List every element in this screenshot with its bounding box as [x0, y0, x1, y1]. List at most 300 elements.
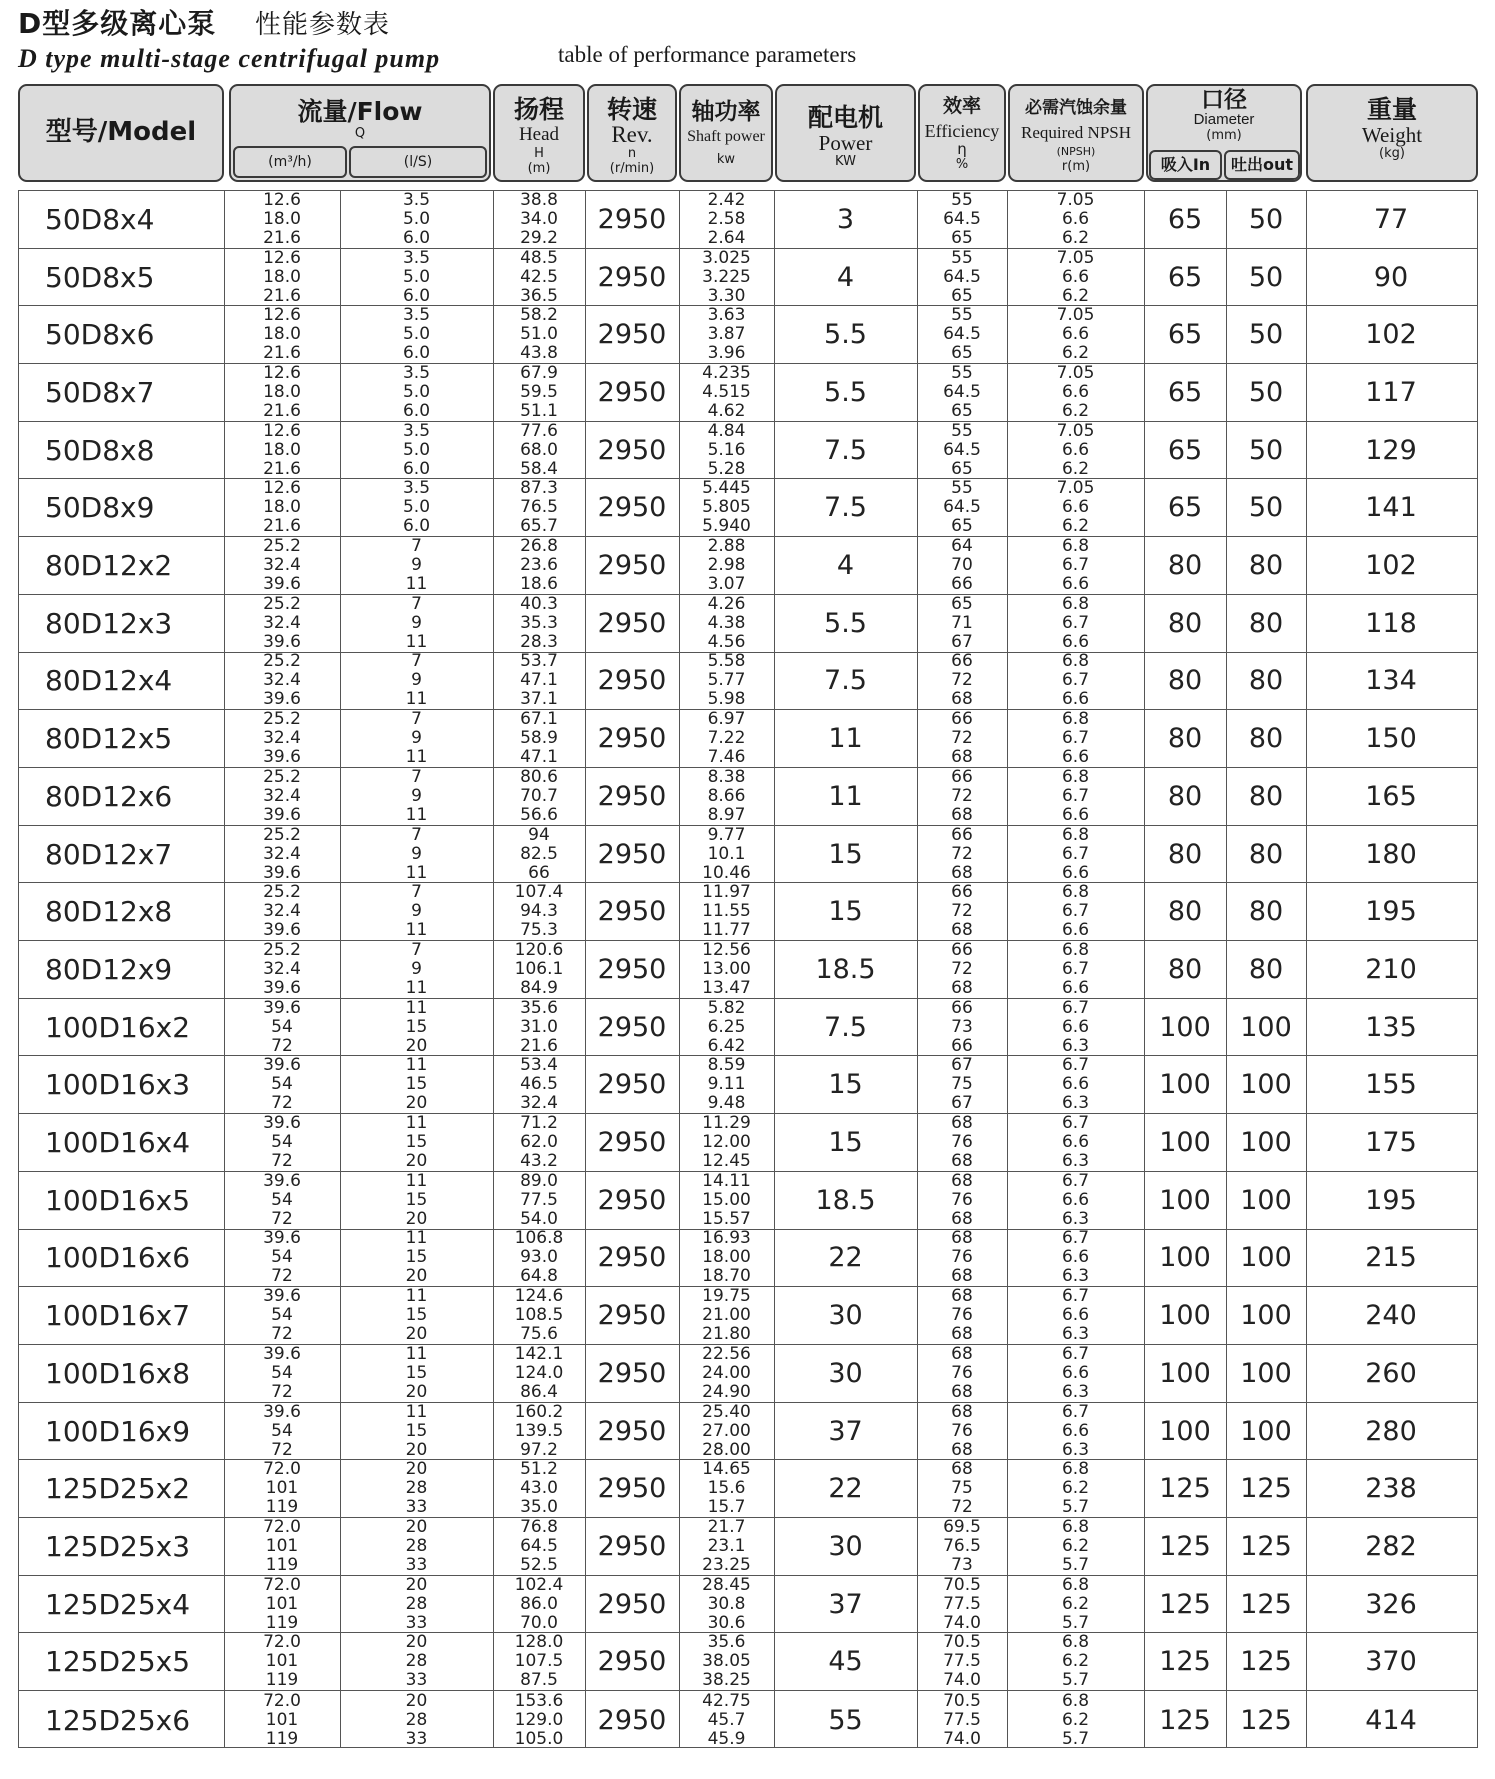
cell-motor-power: 22: [828, 1242, 863, 1274]
cell-value: 6.2: [1061, 516, 1090, 537]
cell-flow-ls: [340, 883, 493, 940]
cell-value: 76: [951, 1420, 973, 1441]
cell-value: 45.9: [707, 1728, 746, 1749]
cell-model: 80D12x6: [45, 779, 173, 813]
cell-efficiency: [917, 883, 1007, 940]
cell-npsh: [1007, 1230, 1144, 1287]
cell-rev: 2950: [597, 1184, 667, 1216]
cell-value: 76.8: [520, 1516, 558, 1537]
cell-value: 6.7: [1061, 901, 1090, 922]
cell-value: 39.6: [263, 1170, 301, 1191]
cell-efficiency: [917, 999, 1007, 1056]
table-row: [19, 768, 1477, 826]
cell-value: 101: [265, 1593, 299, 1614]
cell-shaft-power: [679, 1287, 774, 1344]
cell-value: 25.2: [263, 709, 301, 730]
table-row: [19, 883, 1477, 941]
cell-value: 15.6: [707, 1478, 746, 1499]
cell-value: 43.2: [520, 1151, 558, 1172]
cell-value: 7.05: [1056, 478, 1095, 499]
cell-value: 13.47: [702, 977, 751, 998]
cell-diameter-out: 125: [1240, 1530, 1292, 1562]
cell-value: 65: [951, 285, 973, 306]
cell-value: 51.0: [520, 324, 558, 345]
cell-value: 5.28: [707, 458, 746, 479]
cell-diameter-out: 80: [1248, 896, 1284, 928]
cell-value: 6.6: [1061, 1016, 1090, 1037]
cell-flow-ls: [340, 249, 493, 306]
cell-value: 5.7: [1061, 1728, 1090, 1749]
cell-value: 72.0: [263, 1516, 301, 1537]
cell-value: 70.0: [520, 1612, 558, 1633]
cell-value: 11: [405, 804, 428, 825]
cell-value: 65.7: [520, 516, 558, 537]
cell-value: 12.6: [263, 247, 301, 268]
cell-value: 11: [405, 689, 428, 710]
cell-motor-power: 7.5: [824, 1011, 867, 1043]
cell-value: 31.0: [520, 1016, 558, 1037]
cell-value: 24.00: [702, 1362, 751, 1383]
cell-value: 6.7: [1061, 1343, 1090, 1364]
cell-value: 74.0: [943, 1728, 981, 1749]
cell-value: 21.00: [702, 1305, 751, 1326]
cell-rev: 2950: [597, 1704, 667, 1736]
cell-value: 54: [271, 1420, 293, 1441]
cell-value: 6.7: [1061, 1286, 1090, 1307]
cell-value: 22.56: [702, 1343, 751, 1364]
cell-value: 106.1: [514, 958, 564, 979]
table-row: [19, 1114, 1477, 1172]
cell-value: 21.6: [263, 227, 301, 248]
cell-value: 6.2: [1061, 227, 1090, 248]
table-row: [19, 537, 1477, 595]
cell-flow-m3h: [224, 1634, 340, 1691]
cell-efficiency: [917, 1057, 1007, 1114]
cell-flow-m3h: [224, 1403, 340, 1460]
cell-value: 35.6: [520, 997, 558, 1018]
cell-diameter-in: 65: [1167, 319, 1203, 351]
cell-npsh: [1007, 999, 1144, 1056]
cell-value: 67: [951, 1093, 973, 1114]
cell-value: 74.0: [943, 1670, 981, 1691]
cell-value: 33: [405, 1497, 428, 1518]
cell-head: [493, 1518, 585, 1575]
cell-model: 100D16x3: [45, 1068, 191, 1102]
cell-value: 30.6: [707, 1612, 746, 1633]
cell-value: 6.2: [1061, 400, 1090, 421]
cell-value: 4.515: [702, 381, 751, 402]
cell-diameter-out: 80: [1248, 723, 1284, 755]
cell-value: 6.6: [1061, 497, 1090, 518]
cell-value: 72: [951, 1497, 973, 1518]
cell-flow-ls: [340, 1634, 493, 1691]
cell-value: 15: [405, 1132, 428, 1153]
cell-value: 12.6: [263, 478, 301, 499]
table-row: [19, 710, 1477, 768]
cell-value: 32.4: [263, 728, 301, 749]
table-row: [19, 191, 1477, 249]
cell-value: 70.5: [943, 1574, 981, 1595]
cell-value: 32.4: [263, 785, 301, 806]
cell-value: 64.8: [520, 1266, 558, 1287]
cell-value: 28: [405, 1478, 428, 1499]
cell-value: 6.6: [1061, 439, 1090, 460]
cell-value: 68: [951, 1324, 973, 1345]
cell-value: 6.6: [1061, 1189, 1090, 1210]
cell-flow-ls: [340, 1287, 493, 1344]
cell-value: 6.2: [1061, 458, 1090, 479]
title-cn-main: D型多级离心泵: [18, 7, 217, 40]
cell-flow-m3h: [224, 1114, 340, 1171]
cell-value: 54.0: [520, 1208, 558, 1229]
cell-value: 5.805: [702, 497, 751, 518]
cell-value: 67: [951, 1055, 973, 1076]
cell-value: 39.6: [263, 1286, 301, 1307]
cell-value: 18.6: [520, 574, 558, 595]
cell-value: 64.5: [943, 497, 981, 518]
cell-value: 2.64: [707, 227, 746, 248]
cell-value: 119: [265, 1497, 299, 1518]
cell-shaft-power: [679, 883, 774, 940]
cell-efficiency: [917, 1518, 1007, 1575]
cell-npsh: [1007, 1172, 1144, 1229]
cell-flow-ls: [340, 537, 493, 594]
cell-motor-power: 15: [828, 1069, 863, 1101]
cell-flow-ls: [340, 1691, 493, 1749]
cell-value: 119: [265, 1612, 299, 1633]
cell-rev: 2950: [597, 1357, 667, 1389]
cell-value: 33: [405, 1728, 428, 1749]
cell-value: 7: [411, 536, 422, 557]
cell-motor-power: 30: [828, 1300, 863, 1332]
cell-value: 35.0: [520, 1497, 558, 1518]
cell-value: 6.6: [1061, 862, 1090, 883]
cell-value: 72: [271, 1439, 293, 1460]
cell-value: 32.4: [263, 958, 301, 979]
cell-head: [493, 191, 585, 248]
cell-value: 21.6: [263, 285, 301, 306]
cell-value: 5.7: [1061, 1554, 1090, 1575]
cell-value: 9: [411, 843, 422, 864]
cell-value: 11: [405, 747, 428, 768]
title-cn-sub: 性能参数表: [255, 10, 391, 40]
cell-value: 120.6: [514, 939, 564, 960]
cell-weight: 118: [1365, 607, 1417, 639]
cell-motor-power: 37: [828, 1415, 863, 1447]
cell-value: 70.5: [943, 1632, 981, 1653]
cell-value: 11: [405, 862, 428, 883]
cell-value: 38.8: [520, 189, 558, 210]
cell-rev: 2950: [597, 780, 667, 812]
cell-diameter-out: 100: [1240, 1300, 1292, 1332]
cell-value: 3.225: [702, 266, 751, 287]
cell-value: 153.6: [514, 1690, 564, 1711]
cell-weight: 135: [1365, 1011, 1417, 1043]
cell-shaft-power: [679, 1576, 774, 1633]
cell-value: 77.5: [520, 1189, 558, 1210]
cell-npsh: [1007, 422, 1144, 479]
cell-model: 100D16x7: [45, 1299, 191, 1333]
cell-value: 33: [405, 1612, 428, 1633]
cell-diameter-in: 125: [1159, 1588, 1211, 1620]
table-row: [19, 249, 1477, 307]
cell-rev: 2950: [597, 1415, 667, 1447]
cell-motor-power: 15: [828, 896, 863, 928]
cell-efficiency: [917, 191, 1007, 248]
cell-value: 53.7: [520, 651, 558, 672]
cell-value: 39.6: [263, 1228, 301, 1249]
cell-diameter-out: 50: [1248, 434, 1284, 466]
table-row: [19, 480, 1477, 538]
cell-value: 18.70: [702, 1266, 751, 1287]
cell-value: 2.58: [707, 208, 746, 229]
cell-weight: 155: [1365, 1069, 1417, 1101]
cell-value: 12.56: [702, 939, 751, 960]
table-row: [19, 1691, 1477, 1749]
cell-value: 54: [271, 1132, 293, 1153]
cell-diameter-in: 100: [1159, 1184, 1211, 1216]
cell-value: 102.4: [514, 1574, 564, 1595]
cell-value: 6.8: [1061, 939, 1090, 960]
cell-value: 6.3: [1061, 1266, 1090, 1287]
cell-flow-ls: [340, 595, 493, 652]
cell-value: 6.6: [1061, 747, 1090, 768]
cell-value: 39.6: [263, 689, 301, 710]
cell-value: 58.4: [520, 458, 558, 479]
cell-value: 52.5: [520, 1554, 558, 1575]
cell-value: 11: [405, 574, 428, 595]
cell-value: 62.0: [520, 1132, 558, 1153]
cell-rev: 2950: [597, 550, 667, 582]
cell-shaft-power: [679, 710, 774, 767]
cell-value: 3.5: [402, 305, 431, 326]
cell-value: 6.3: [1061, 1035, 1090, 1056]
cell-motor-power: 4: [836, 550, 855, 582]
cell-value: 6.8: [1061, 593, 1090, 614]
cell-efficiency: [917, 1287, 1007, 1344]
cell-value: 68: [951, 977, 973, 998]
cell-value: 82.5: [520, 843, 558, 864]
cell-value: 4.235: [702, 362, 751, 383]
cell-value: 72.0: [263, 1632, 301, 1653]
cell-weight: 326: [1365, 1588, 1417, 1620]
cell-rev: 2950: [597, 665, 667, 697]
cell-value: 28: [405, 1709, 428, 1730]
cell-value: 5.0: [402, 324, 431, 345]
cell-value: 7: [411, 766, 422, 787]
cell-value: 3.30: [707, 285, 746, 306]
cell-value: 6.2: [1061, 343, 1090, 364]
cell-head: [493, 1576, 585, 1633]
cell-flow-m3h: [224, 1172, 340, 1229]
cell-shaft-power: [679, 1403, 774, 1460]
cell-value: 86.0: [520, 1593, 558, 1614]
header-diameter: 口径 Diameter (mm) 吸入In 吐出out: [1146, 84, 1302, 182]
cell-value: 72: [951, 843, 973, 864]
cell-weight: 117: [1365, 376, 1417, 408]
cell-value: 6.6: [1061, 689, 1090, 710]
cell-value: 6.3: [1061, 1093, 1090, 1114]
cell-value: 11: [405, 1343, 428, 1364]
header-head: 扬程 Head H (m): [493, 84, 585, 182]
cell-flow-ls: [340, 768, 493, 825]
cell-flow-ls: [340, 999, 493, 1056]
cell-npsh: [1007, 1634, 1144, 1691]
cell-shaft-power: [679, 422, 774, 479]
cell-rev: 2950: [597, 1646, 667, 1678]
table-row: [19, 653, 1477, 711]
cell-value: 3.07: [707, 574, 746, 595]
cell-value: 119: [265, 1554, 299, 1575]
cell-value: 7: [411, 651, 422, 672]
cell-value: 28.45: [702, 1574, 751, 1595]
cell-value: 84.9: [520, 977, 558, 998]
cell-value: 47.1: [520, 670, 558, 691]
cell-rev: 2950: [597, 953, 667, 985]
cell-value: 106.8: [514, 1228, 564, 1249]
cell-value: 39.6: [263, 1113, 301, 1134]
cell-shaft-power: [679, 1230, 774, 1287]
cell-value: 26.8: [520, 536, 558, 557]
cell-value: 11: [405, 1113, 428, 1134]
cell-value: 4.56: [707, 631, 746, 652]
cell-value: 6.7: [1061, 958, 1090, 979]
table-row: [19, 1634, 1477, 1692]
cell-value: 6.2: [1061, 1593, 1090, 1614]
cell-model: 50D8x7: [45, 375, 155, 409]
cell-rev: 2950: [597, 319, 667, 351]
cell-value: 12.45: [702, 1151, 751, 1172]
cell-value: 25.2: [263, 824, 301, 845]
cell-value: 66: [951, 939, 973, 960]
cell-model: 100D16x8: [45, 1356, 191, 1390]
cell-value: 3.5: [402, 247, 431, 268]
cell-value: 11: [405, 1286, 428, 1307]
cell-value: 15.57: [702, 1208, 751, 1229]
cell-value: 25.40: [702, 1401, 751, 1422]
cell-value: 94: [528, 824, 550, 845]
cell-shaft-power: [679, 1057, 774, 1114]
cell-npsh: [1007, 1114, 1144, 1171]
cell-shaft-power: [679, 537, 774, 594]
cell-flow-ls: [340, 941, 493, 998]
cell-value: 46.5: [520, 1074, 558, 1095]
cell-value: 28: [405, 1651, 428, 1672]
cell-efficiency: [917, 422, 1007, 479]
cell-value: 54: [271, 1247, 293, 1268]
cell-flow-m3h: [224, 537, 340, 594]
cell-value: 76.5: [943, 1535, 981, 1556]
cell-value: 43.8: [520, 343, 558, 364]
cell-value: 5.445: [702, 478, 751, 499]
cell-efficiency: [917, 1576, 1007, 1633]
cell-value: 51.2: [520, 1459, 558, 1480]
cell-value: 55: [951, 478, 973, 499]
cell-value: 11.97: [702, 882, 751, 903]
cell-value: 12.00: [702, 1132, 751, 1153]
cell-value: 4.38: [707, 612, 746, 633]
cell-value: 9: [411, 901, 422, 922]
cell-npsh: [1007, 480, 1144, 537]
cell-head: [493, 249, 585, 306]
cell-flow-ls: [340, 306, 493, 363]
cell-model: 50D8x5: [45, 260, 155, 294]
cell-value: 72: [271, 1324, 293, 1345]
cell-value: 9.11: [707, 1074, 746, 1095]
cell-value: 20: [405, 1690, 428, 1711]
cell-value: 73: [951, 1016, 973, 1037]
cell-value: 119: [265, 1728, 299, 1749]
cell-value: 72: [951, 728, 973, 749]
cell-value: 20: [405, 1574, 428, 1595]
cell-flow-ls: [340, 1057, 493, 1114]
cell-value: 7.05: [1056, 362, 1095, 383]
cell-value: 5.7: [1061, 1497, 1090, 1518]
cell-value: 23.1: [707, 1535, 746, 1556]
cell-shaft-power: [679, 1345, 774, 1402]
cell-model: 100D16x2: [45, 1010, 191, 1044]
cell-value: 107.5: [514, 1651, 564, 1672]
cell-motor-power: 30: [828, 1357, 863, 1389]
cell-value: 70.7: [520, 785, 558, 806]
cell-value: 124.6: [514, 1286, 564, 1307]
cell-model: 80D12x4: [45, 664, 173, 698]
cell-value: 6.97: [707, 709, 746, 730]
cell-value: 68: [951, 1228, 973, 1249]
cell-value: 7: [411, 824, 422, 845]
cell-value: 15: [405, 1247, 428, 1268]
header-model: 型号/Model: [18, 84, 224, 182]
cell-diameter-out: 50: [1248, 376, 1284, 408]
cell-value: 68: [951, 1439, 973, 1460]
cell-value: 12.6: [263, 362, 301, 383]
cell-value: 72: [951, 670, 973, 691]
cell-motor-power: 30: [828, 1530, 863, 1562]
cell-value: 39.6: [263, 862, 301, 883]
cell-diameter-out: 100: [1240, 1184, 1292, 1216]
cell-value: 66: [951, 1035, 973, 1056]
cell-value: 6.7: [1061, 612, 1090, 633]
cell-value: 9: [411, 958, 422, 979]
cell-rev: 2950: [597, 723, 667, 755]
cell-efficiency: [917, 768, 1007, 825]
cell-diameter-out: 100: [1240, 1242, 1292, 1274]
cell-value: 70: [951, 555, 973, 576]
cell-value: 97.2: [520, 1439, 558, 1460]
cell-motor-power: 3: [836, 203, 855, 235]
cell-head: [493, 1345, 585, 1402]
cell-value: 28.00: [702, 1439, 751, 1460]
cell-value: 39.6: [263, 631, 301, 652]
cell-value: 5.16: [707, 439, 746, 460]
cell-value: 21.6: [520, 1035, 558, 1056]
cell-value: 68: [951, 1266, 973, 1287]
cell-value: 54: [271, 1074, 293, 1095]
cell-rev: 2950: [597, 261, 667, 293]
cell-value: 9.48: [707, 1093, 746, 1114]
cell-diameter-in: 100: [1159, 1011, 1211, 1043]
cell-value: 32.4: [263, 612, 301, 633]
cell-value: 54: [271, 1189, 293, 1210]
cell-head: [493, 883, 585, 940]
header-flow: 流量/Flow Q (m³/h) (l/S): [229, 84, 491, 182]
cell-diameter-out: 80: [1248, 607, 1284, 639]
cell-value: 58.2: [520, 305, 558, 326]
cell-value: 21.6: [263, 516, 301, 537]
cell-value: 5.0: [402, 439, 431, 460]
cell-head: [493, 1287, 585, 1344]
cell-value: 7: [411, 882, 422, 903]
